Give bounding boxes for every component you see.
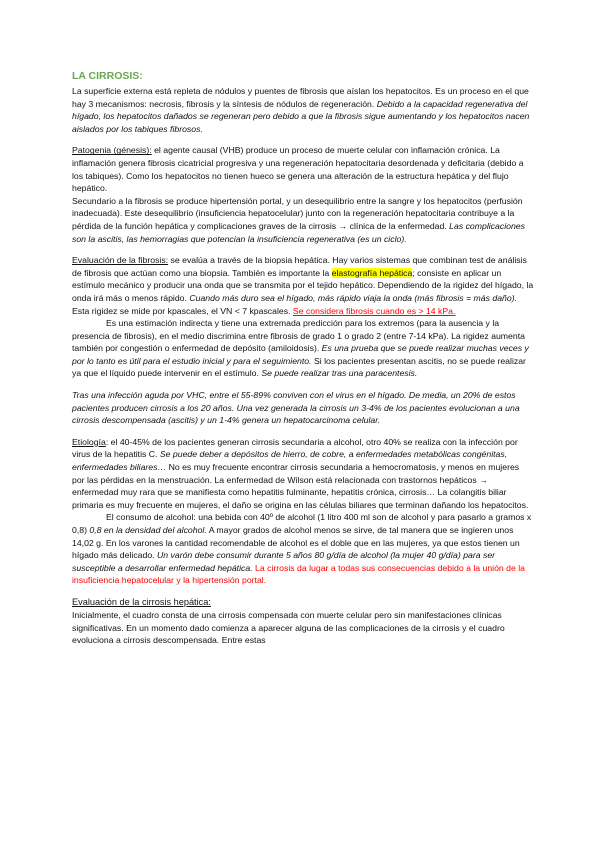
alcohol-text-a: El consumo de alcohol: una bebida con 40º de alcohol (1 litro 400 ml son de alcohol y para pasarlo a gramos x 0,8) xyxy=(72,512,532,535)
etiologia-text-1a: : el 40-45% de los pacientes generan cirrosis secundaria a alcohol, otro 40% se realiza con la infección por virus de la hepatitis C. xyxy=(72,436,518,460)
alcohol-red-text: La cirrosis da lugar a todas sus consecuencias debido a la unión de la insuficiencia hepatocelular y la hipertensión portal. xyxy=(72,562,526,586)
alcohol-paragraph xyxy=(72,511,534,587)
fibrosis-paragraph-2 xyxy=(72,317,534,380)
alcohol-italic-2: Un varón debe consumir durante 5 años 80 g/día de alcohol (la mujer 40 g/día) para ser susceptible a desarrollar enfermedad hepática. xyxy=(72,550,496,573)
cirrosis-eval-paragraph: Inicialmente, el cuadro consta de una cirrosis compensada con muerte celular pero sin manifestaciones clínicas significativas. En un momento dado comienza a aparecer alguna de las complicaciones de la cirrosis y el cuadro evoluciona a cirrosis descompensada. Entre estas xyxy=(72,609,505,646)
patogenia-text-2: Secundario a la fibrosis se produce hipertensión portal, y un desequilibrio entre la sangre y los hepatocitos (perfusión inadecuada). Este desequilibrio (insuficiencia hepatocelular) junto con la regeneración hepatocitaria contribuye a la pérdida de la función hepática y complicaciones graves de la cirrosis → clínica de la enfermedad. xyxy=(72,195,523,231)
page-title: LA CIRROSIS: xyxy=(72,70,143,82)
fibrosis-heading: Evaluación de la fibrosis: xyxy=(72,255,169,266)
intro-italic: Debido a la capacidad regenerativa del hígado, los hepatocitos dañados se regeneran pero debido a que la fibrosis sigue aumentando y los hepatocitos nacen aislados por los tabiques fibrosos. xyxy=(72,98,530,134)
alcohol-text-b: A mayor grados de alcohol menos se sirve, de tal manera que se ingieren unos 14,02 g. En los varones la cantidad recomendable de alcohol es el doble que en las mujeres, ya que estos tienen un hígado más delicado. xyxy=(72,525,520,561)
intro-text: La superficie externa está repleta de nódulos y puentes de fibrosis que aíslan los hepatocitos. Es un proceso en el que hay 3 mecanismos: necrosis, fibrosis y la síntesis de nódulos de regeneración. xyxy=(72,86,529,109)
fibrosis-text-1c: Esta rigidez se mide por kpascales, el VN < 7 kpascales. xyxy=(72,305,293,316)
etiologia-paragraph xyxy=(72,436,534,512)
intro-paragraph xyxy=(72,85,534,135)
alcohol-italic: 0,8 en la densidad del alcohol. xyxy=(89,525,207,535)
patogenia-heading: Patogenia (génesis): xyxy=(72,145,152,156)
elastografia-highlight: elastografía hepática xyxy=(331,267,413,278)
fibrosis-text-2: Es una estimación indirecta y tiene una extremada predicción para los extremos (para la ausencia y la presencia de fibrosis), en el medio discrimina entre fibrosis de grado 1 o grado 2 (entre 7-14 kPa). La rigidez aumenta también por congestión o enfermedad de depósito (amiloidosis). xyxy=(72,318,525,354)
etiologia-italic: Se puede deber a depósitos de hierro, de cobre, a enfermedades metabólicas congénitas, enfermedades biliares… xyxy=(72,449,508,473)
fibrosis-text-2b: Si los pacientes presentan ascitis, no se puede realizar ya que el líquido puede intervenir en el estímulo. xyxy=(72,355,526,379)
vhc-paragraph: Tras una infección aguda por VHC, entre el 55-89% conviven con el virus en el hígado. De media, un 20% de estos pacientes producen cirrosis a los 20 años. Una vez generada la cirrosis un 3-4% de los pacientes evolucionan a una cirrosis descompensada (ascitis) y un 1-4% genera un hepatocarcinoma celular. xyxy=(72,390,520,426)
patogenia-text-1: el agente causal (VHB) produce un proceso de muerte celular con inflamación crónica. La inflamación genera fibrosis cicatricial progresiva y una regeneración hepatocitaria desordenada y deficitaria (debido a los tabiques). Como los hepatocitos no tienen hueco se genera una alteración de la estructura hepática y del flujo hepático. xyxy=(72,145,524,194)
etiologia-heading: Etiología xyxy=(72,436,106,447)
fibrosis-text-1b: ; consiste en aplicar un estímulo mecánico y producir una onda que se transmita por el tejido hepático. Dependiendo de la rigidez del hígado, la onda irá más o menos rápido. xyxy=(72,267,534,303)
fibrosis-italic-2: Es una prueba que se puede realizar muchas veces y por lo tanto es útil para el estudio inicial y para el seguimiento. xyxy=(72,343,529,366)
document-page xyxy=(72,70,534,647)
patogenia-paragraph xyxy=(72,144,534,194)
fibrosis-italic: Cuando más duro sea el hígado, más rápido viaja la onda (más fibrosis = más daño). xyxy=(189,292,518,303)
fibrosis-threshold-red: Se considera fibrosis cuando es > 14 kPa. xyxy=(292,305,456,316)
fibrosis-italic-3: Se puede realizar tras una paracentesis. xyxy=(261,368,418,379)
patogenia-paragraph-2 xyxy=(72,195,534,245)
fibrosis-paragraph xyxy=(72,254,534,317)
cirrosis-eval-heading: Evaluación de la cirrosis hepática: xyxy=(72,596,211,607)
etiologia-text-1b: No es muy frecuente encontrar cirrosis secundaria a hemocromatosis, y menos en mujeres por las pérdidas en la menstruación. La enfermedad de Wilson está relacionada con trastornos hepáticos → enfermedad muy rara que se manifiesta como hepatitis fulminante, hepatitis crónica, cirrosis… La colangitis biliar primaria es muy frecuente en mujeres, el daño se origina en las células biliares que terminan dañando los hepatocitos. xyxy=(72,462,529,510)
patogenia-italic: Las complicaciones son la ascitis, las hemorragias que potencian la insuficiencia regenerativa (es un ciclo). xyxy=(72,220,525,244)
fibrosis-text-1a: se evalúa a través de la biopsia hepática. Hay varios sistemas que combinan test de análisis de fibrosis que actúan como una biopsia. También es importante la xyxy=(72,255,527,278)
